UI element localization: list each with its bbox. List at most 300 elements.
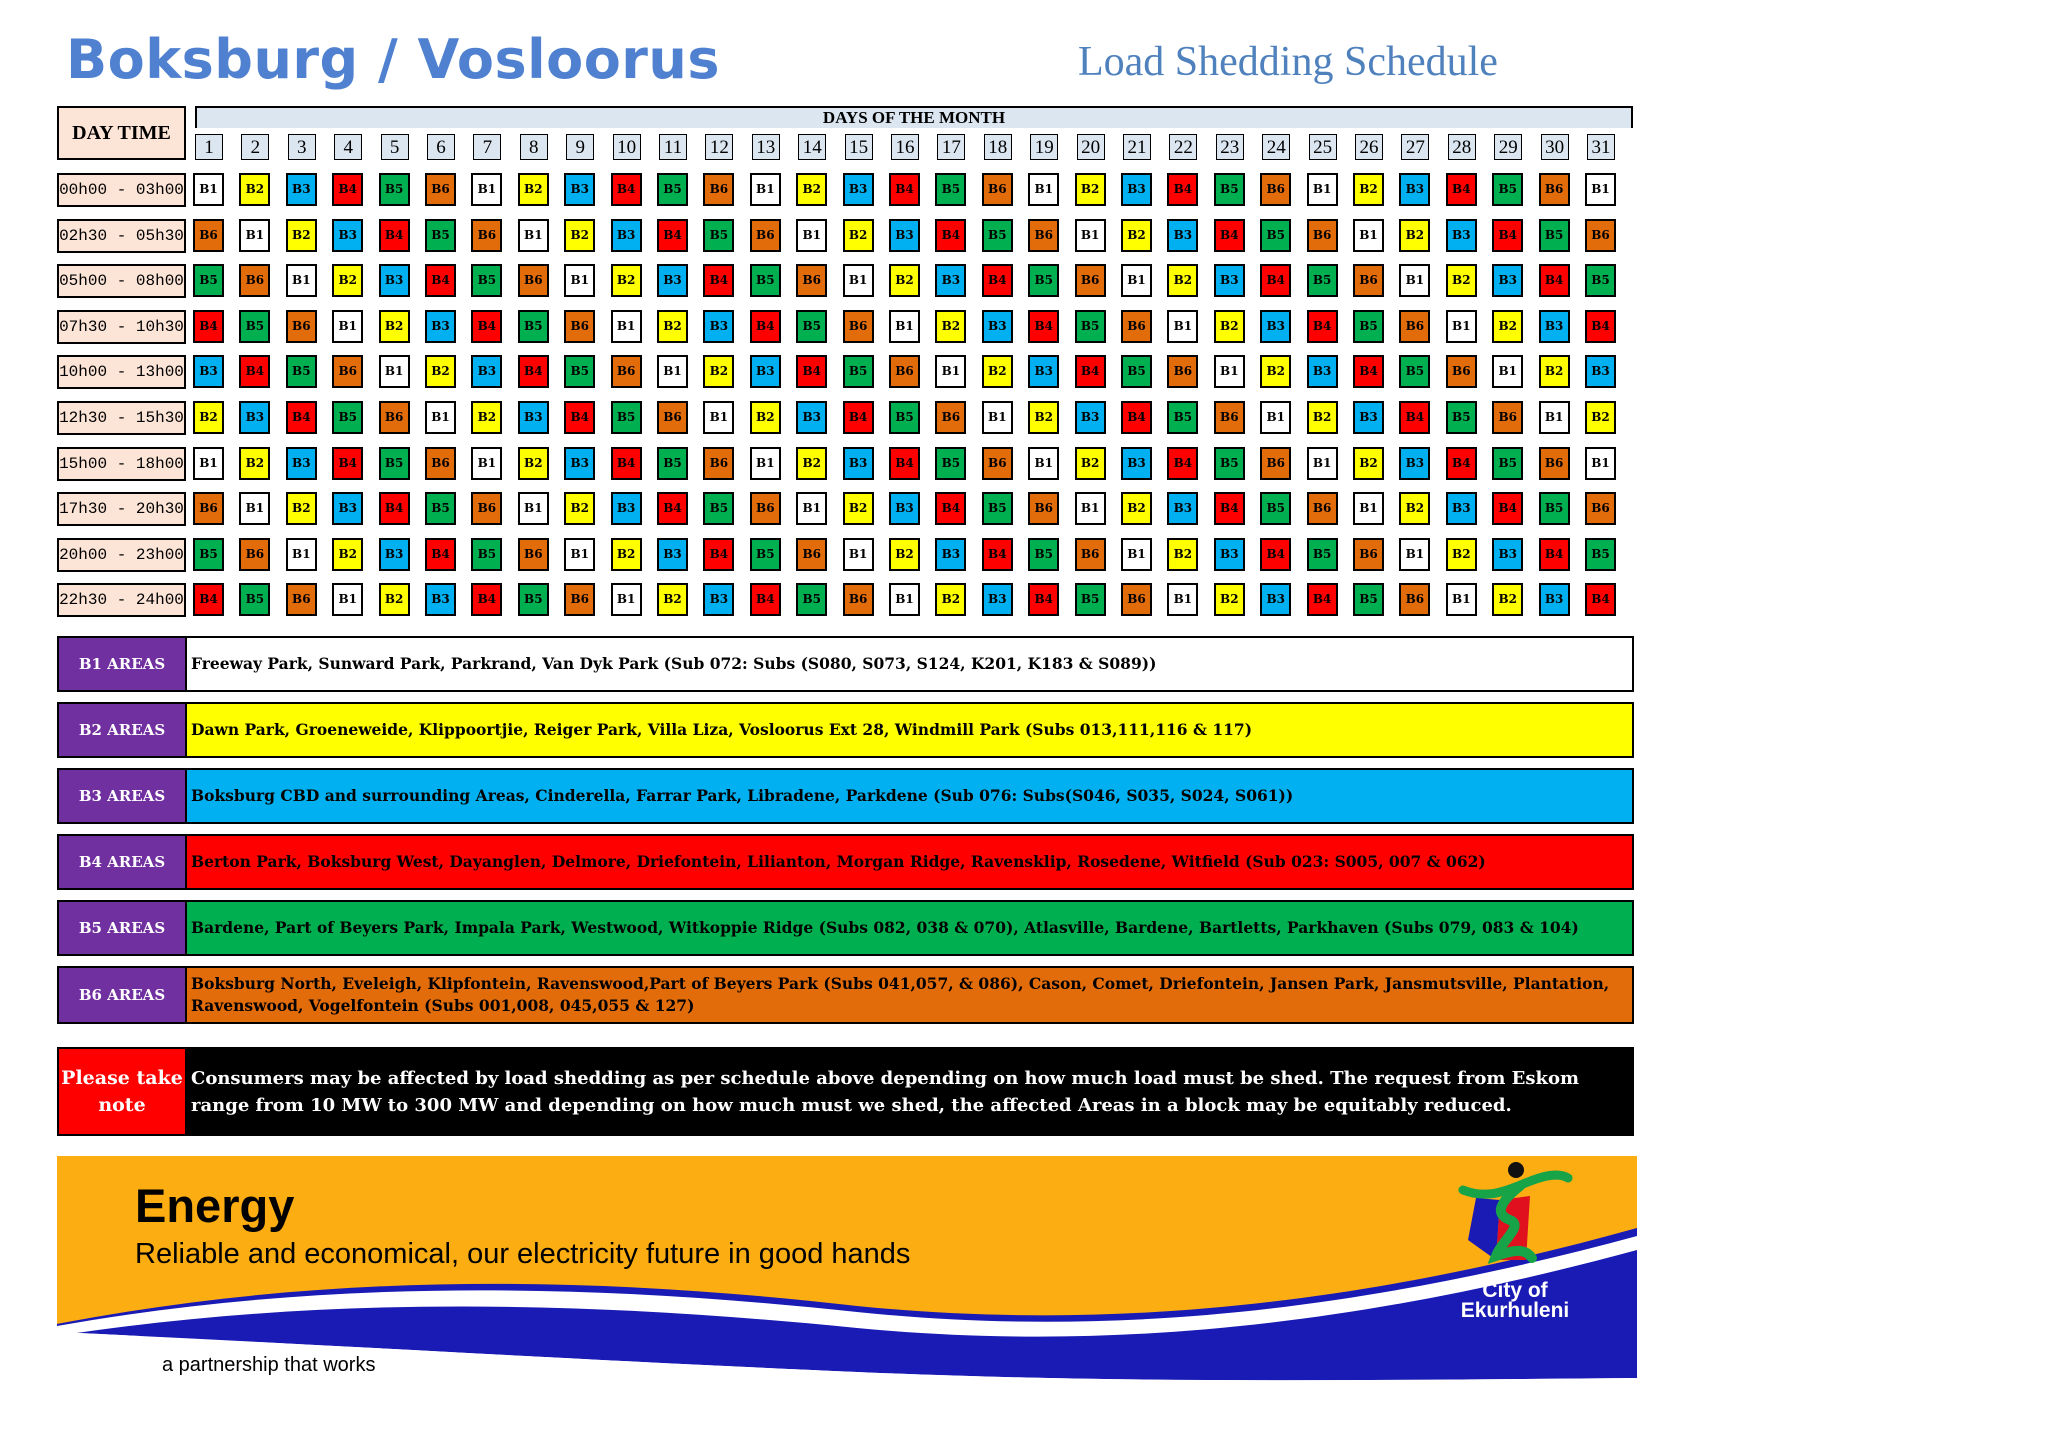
schedule-block-cell: B1 xyxy=(1399,264,1430,297)
schedule-block-cell: B2 xyxy=(1353,447,1384,480)
schedule-block-cell: B4 xyxy=(379,219,410,252)
schedule-block-cell: B4 xyxy=(657,492,688,525)
schedule-block-cell: B5 xyxy=(239,583,270,616)
schedule-block-cell: B1 xyxy=(935,355,966,388)
schedule-block-cell: B5 xyxy=(1353,583,1384,616)
schedule-block-cell: B3 xyxy=(1492,264,1523,297)
schedule-block-cell: B2 xyxy=(889,538,920,571)
schedule-block-cell: B1 xyxy=(1539,401,1570,434)
schedule-block-cell: B3 xyxy=(425,583,456,616)
schedule-block-cell: B2 xyxy=(1075,447,1106,480)
schedule-block-cell: B2 xyxy=(471,401,502,434)
schedule-block-cell: B1 xyxy=(1492,355,1523,388)
schedule-block-cell: B3 xyxy=(1167,219,1198,252)
day-number: 1 xyxy=(195,134,223,160)
schedule-block-cell: B3 xyxy=(471,355,502,388)
logo-text-line1: City of xyxy=(1482,1279,1548,1302)
schedule-block-cell: B4 xyxy=(1307,310,1338,343)
time-slot-label: 00h00 - 03h00 xyxy=(57,173,186,207)
schedule-block-cell: B1 xyxy=(239,219,270,252)
schedule-block-cell: B4 xyxy=(843,401,874,434)
area-description: Berton Park, Boksburg West, Dayanglen, Delmore, Driefontein, Lilianton, Morgan Ridge, Ravensklip, Rosedene, Witfield (Sub 023: S005, 007 & 062) xyxy=(187,836,1632,888)
schedule-block-cell: B6 xyxy=(1167,355,1198,388)
schedule-block-cell: B5 xyxy=(425,492,456,525)
schedule-block-cell: B6 xyxy=(1214,401,1245,434)
day-number: 10 xyxy=(613,134,641,160)
time-slot-label: 10h00 - 13h00 xyxy=(57,355,186,389)
schedule-block-cell: B5 xyxy=(1121,355,1152,388)
area-row xyxy=(57,702,1634,758)
schedule-block-cell: B1 xyxy=(1121,264,1152,297)
schedule-block-cell: B3 xyxy=(657,538,688,571)
area-label: B4 AREAS xyxy=(59,836,187,888)
schedule-block-cell: B5 xyxy=(889,401,920,434)
schedule-block-cell: B2 xyxy=(1399,492,1430,525)
area-label: B6 AREAS xyxy=(59,968,187,1022)
day-number: 14 xyxy=(798,134,826,160)
schedule-block-cell: B3 xyxy=(935,264,966,297)
schedule-block-cell: B6 xyxy=(1446,355,1477,388)
schedule-block-cell: B4 xyxy=(518,355,549,388)
time-slot-label: 07h30 - 10h30 xyxy=(57,310,186,344)
schedule-block-cell: B3 xyxy=(1075,401,1106,434)
schedule-block-cell: B2 xyxy=(703,355,734,388)
day-number: 9 xyxy=(566,134,594,160)
schedule-block-cell: B4 xyxy=(1214,492,1245,525)
schedule-block-cell: B4 xyxy=(471,583,502,616)
schedule-block-cell: B6 xyxy=(564,583,595,616)
schedule-block-cell: B6 xyxy=(657,401,688,434)
day-number: 11 xyxy=(659,134,687,160)
schedule-block-cell: B3 xyxy=(982,583,1013,616)
schedule-block-cell: B1 xyxy=(1167,310,1198,343)
schedule-block-cell: B5 xyxy=(1353,310,1384,343)
schedule-block-cell: B3 xyxy=(843,173,874,206)
schedule-block-cell: B6 xyxy=(1539,173,1570,206)
schedule-block-cell: B5 xyxy=(703,492,734,525)
schedule-block-cell: B5 xyxy=(239,310,270,343)
schedule-block-cell: B6 xyxy=(1492,401,1523,434)
day-number: 19 xyxy=(1030,134,1058,160)
banner-tagline: a partnership that works xyxy=(162,1354,376,1376)
schedule-block-cell: B3 xyxy=(982,310,1013,343)
area-description: Boksburg CBD and surrounding Areas, Cinderella, Farrar Park, Libradene, Parkdene (Sub 076: Subs(S046, S035, S024, S061)) xyxy=(187,770,1632,822)
day-number: 8 xyxy=(520,134,548,160)
schedule-block-cell: B4 xyxy=(1307,583,1338,616)
schedule-block-cell: B2 xyxy=(286,492,317,525)
schedule-block-cell: B4 xyxy=(239,355,270,388)
schedule-block-cell: B3 xyxy=(1399,173,1430,206)
schedule-block-cell: B3 xyxy=(703,310,734,343)
schedule-block-cell: B3 xyxy=(843,447,874,480)
schedule-block-cell: B5 xyxy=(750,538,781,571)
schedule-block-cell: B5 xyxy=(1307,538,1338,571)
schedule-block-cell: B5 xyxy=(1307,264,1338,297)
schedule-block-cell: B3 xyxy=(1446,219,1477,252)
schedule-block-cell: B5 xyxy=(750,264,781,297)
schedule-block-cell: B4 xyxy=(1492,219,1523,252)
schedule-block-cell: B5 xyxy=(703,219,734,252)
schedule-block-cell: B1 xyxy=(1353,492,1384,525)
day-number: 20 xyxy=(1077,134,1105,160)
note-row xyxy=(57,1047,1634,1136)
schedule-block-cell: B2 xyxy=(843,219,874,252)
schedule-block-cell: B4 xyxy=(611,447,642,480)
schedule-block-cell: B1 xyxy=(332,310,363,343)
schedule-block-cell: B4 xyxy=(1353,355,1384,388)
schedule-block-cell: B1 xyxy=(843,264,874,297)
schedule-block-cell: B3 xyxy=(1260,310,1291,343)
schedule-block-cell: B4 xyxy=(193,583,224,616)
schedule-block-cell: B3 xyxy=(1214,264,1245,297)
schedule-block-cell: B5 xyxy=(1446,401,1477,434)
schedule-block-cell: B5 xyxy=(982,219,1013,252)
schedule-block-cell: B3 xyxy=(332,492,363,525)
schedule-block-cell: B6 xyxy=(1307,492,1338,525)
schedule-block-cell: B6 xyxy=(796,538,827,571)
schedule-block-cell: B1 xyxy=(796,219,827,252)
area-row xyxy=(57,636,1634,692)
schedule-block-cell: B3 xyxy=(379,538,410,571)
schedule-block-cell: B2 xyxy=(935,310,966,343)
schedule-block-cell: B2 xyxy=(935,583,966,616)
schedule-block-cell: B5 xyxy=(1492,173,1523,206)
schedule-block-cell: B4 xyxy=(425,538,456,571)
schedule-block-cell: B2 xyxy=(1492,310,1523,343)
schedule-block-cell: B4 xyxy=(982,264,1013,297)
day-number: 3 xyxy=(288,134,316,160)
schedule-block-cell: B2 xyxy=(1121,219,1152,252)
schedule-block-cell: B6 xyxy=(193,219,224,252)
location-title: Boksburg / Vosloorus xyxy=(66,28,721,91)
schedule-block-cell: B4 xyxy=(425,264,456,297)
schedule-block-cell: B2 xyxy=(332,264,363,297)
schedule-block-cell: B5 xyxy=(657,173,688,206)
day-number: 26 xyxy=(1355,134,1383,160)
schedule-block-cell: B5 xyxy=(1075,310,1106,343)
schedule-block-cell: B2 xyxy=(1121,492,1152,525)
schedule-title: Load Shedding Schedule xyxy=(1078,39,1498,85)
schedule-block-cell: B2 xyxy=(379,310,410,343)
schedule-block-cell: B2 xyxy=(1585,401,1616,434)
schedule-block-cell: B5 xyxy=(379,173,410,206)
schedule-block-cell: B6 xyxy=(286,583,317,616)
schedule-block-cell: B1 xyxy=(564,264,595,297)
schedule-block-cell: B1 xyxy=(471,173,502,206)
schedule-block-cell: B4 xyxy=(1446,447,1477,480)
schedule-block-cell: B5 xyxy=(935,173,966,206)
schedule-block-cell: B2 xyxy=(843,492,874,525)
schedule-block-cell: B5 xyxy=(471,264,502,297)
area-row xyxy=(57,768,1634,824)
schedule-block-cell: B2 xyxy=(657,310,688,343)
note-label: Please take note xyxy=(59,1049,185,1134)
area-description: Boksburg North, Eveleigh, Klipfontein, Ravenswood,Part of Beyers Park (Subs 041,057, & 086), Cason, Comet, Driefontein, Jansen Park, Jansmutsville, Plantation, Ravenswood, Vogelfontein (Subs 001,008, 045,055 & 127) xyxy=(187,968,1632,1022)
day-time-header: DAY TIME xyxy=(57,106,186,160)
area-row xyxy=(57,834,1634,890)
day-number: 5 xyxy=(381,134,409,160)
schedule-block-cell: B1 xyxy=(657,355,688,388)
schedule-block-cell: B5 xyxy=(518,583,549,616)
schedule-block-cell: B1 xyxy=(286,264,317,297)
schedule-block-cell: B1 xyxy=(796,492,827,525)
schedule-block-cell: B6 xyxy=(518,538,549,571)
schedule-block-cell: B2 xyxy=(1167,264,1198,297)
schedule-block-cell: B5 xyxy=(332,401,363,434)
schedule-block-cell: B1 xyxy=(239,492,270,525)
schedule-block-cell: B3 xyxy=(239,401,270,434)
schedule-block-cell: B6 xyxy=(1075,264,1106,297)
day-number: 25 xyxy=(1309,134,1337,160)
area-row xyxy=(57,966,1634,1024)
schedule-block-cell: B3 xyxy=(1214,538,1245,571)
day-number: 28 xyxy=(1448,134,1476,160)
schedule-block-cell: B5 xyxy=(518,310,549,343)
area-description: Dawn Park, Groeneweide, Klippoortjie, Reiger Park, Villa Liza, Vosloorus Ext 28, Windmill Park (Subs 013,111,116 & 117) xyxy=(187,704,1632,756)
schedule-block-cell: B6 xyxy=(471,219,502,252)
schedule-block-cell: B5 xyxy=(471,538,502,571)
schedule-block-cell: B4 xyxy=(1539,538,1570,571)
schedule-block-cell: B3 xyxy=(425,310,456,343)
schedule-block-cell: B6 xyxy=(889,355,920,388)
schedule-block-cell: B2 xyxy=(657,583,688,616)
schedule-block-cell: B4 xyxy=(1539,264,1570,297)
time-slot-label: 15h00 - 18h00 xyxy=(57,447,186,481)
schedule-block-cell: B4 xyxy=(796,355,827,388)
schedule-block-cell: B2 xyxy=(1028,401,1059,434)
schedule-block-cell: B6 xyxy=(1028,219,1059,252)
schedule-block-cell: B6 xyxy=(564,310,595,343)
schedule-block-cell: B6 xyxy=(239,538,270,571)
schedule-block-cell: B3 xyxy=(1167,492,1198,525)
schedule-block-cell: B3 xyxy=(1539,310,1570,343)
schedule-block-cell: B5 xyxy=(1260,219,1291,252)
schedule-block-cell: B4 xyxy=(332,173,363,206)
schedule-block-cell: B1 xyxy=(1585,173,1616,206)
schedule-block-cell: B5 xyxy=(193,264,224,297)
schedule-block-cell: B4 xyxy=(1121,401,1152,434)
day-number: 24 xyxy=(1262,134,1290,160)
schedule-block-cell: B2 xyxy=(239,447,270,480)
time-slot-label: 20h00 - 23h00 xyxy=(57,538,186,572)
schedule-block-cell: B1 xyxy=(1075,492,1106,525)
schedule-block-cell: B6 xyxy=(425,447,456,480)
schedule-block-cell: B6 xyxy=(982,173,1013,206)
schedule-block-cell: B1 xyxy=(889,583,920,616)
schedule-block-cell: B2 xyxy=(332,538,363,571)
schedule-block-cell: B6 xyxy=(1539,447,1570,480)
schedule-block-cell: B3 xyxy=(286,173,317,206)
schedule-block-cell: B4 xyxy=(564,401,595,434)
schedule-block-cell: B2 xyxy=(796,447,827,480)
schedule-block-cell: B2 xyxy=(564,219,595,252)
schedule-block-cell: B6 xyxy=(332,355,363,388)
logo-text-line2: Ekurhuleni xyxy=(1460,1299,1570,1322)
schedule-block-cell: B3 xyxy=(1260,583,1291,616)
day-number: 17 xyxy=(937,134,965,160)
schedule-block-cell: B4 xyxy=(193,310,224,343)
schedule-block-cell: B4 xyxy=(657,219,688,252)
schedule-block-cell: B5 xyxy=(564,355,595,388)
schedule-block-cell: B3 xyxy=(1446,492,1477,525)
schedule-block-cell: B4 xyxy=(1028,310,1059,343)
schedule-block-cell: B2 xyxy=(193,401,224,434)
schedule-block-cell: B5 xyxy=(1260,492,1291,525)
city-of-ekurhuleni-logo-icon xyxy=(1448,1160,1578,1280)
schedule-block-cell: B2 xyxy=(1399,219,1430,252)
schedule-block-cell: B4 xyxy=(703,538,734,571)
schedule-block-cell: B4 xyxy=(286,401,317,434)
schedule-block-cell: B1 xyxy=(1214,355,1245,388)
schedule-block-cell: B1 xyxy=(1260,401,1291,434)
schedule-block-cell: B4 xyxy=(1585,583,1616,616)
schedule-block-cell: B5 xyxy=(286,355,317,388)
schedule-block-cell: B2 xyxy=(286,219,317,252)
schedule-block-cell: B1 xyxy=(1028,447,1059,480)
schedule-block-cell: B3 xyxy=(611,219,642,252)
schedule-block-cell: B2 xyxy=(889,264,920,297)
schedule-block-cell: B3 xyxy=(193,355,224,388)
time-slot-label: 17h30 - 20h30 xyxy=(57,492,186,526)
schedule-block-cell: B3 xyxy=(1539,583,1570,616)
schedule-block-cell: B6 xyxy=(471,492,502,525)
schedule-block-cell: B4 xyxy=(471,310,502,343)
schedule-block-cell: B2 xyxy=(1446,538,1477,571)
schedule-block-cell: B1 xyxy=(518,492,549,525)
schedule-block-cell: B6 xyxy=(796,264,827,297)
schedule-block-cell: B4 xyxy=(1446,173,1477,206)
schedule-block-cell: B2 xyxy=(1214,310,1245,343)
schedule-block-cell: B3 xyxy=(286,447,317,480)
schedule-block-cell: B3 xyxy=(1121,447,1152,480)
day-number: 27 xyxy=(1401,134,1429,160)
schedule-block-cell: B1 xyxy=(1307,173,1338,206)
area-description: Freeway Park, Sunward Park, Parkrand, Van Dyk Park (Sub 072: Subs (S080, S073, S124, K201, K183 & S089)) xyxy=(187,638,1632,690)
day-number: 7 xyxy=(473,134,501,160)
schedule-block-cell: B6 xyxy=(750,492,781,525)
day-number: 16 xyxy=(891,134,919,160)
schedule-block-cell: B6 xyxy=(1585,492,1616,525)
banner-subtitle: Reliable and economical, our electricity future in good hands xyxy=(135,1238,911,1270)
schedule-block-cell: B4 xyxy=(750,583,781,616)
schedule-block-cell: B6 xyxy=(1353,264,1384,297)
schedule-block-cell: B5 xyxy=(379,447,410,480)
day-number: 4 xyxy=(334,134,362,160)
schedule-block-cell: B3 xyxy=(1307,355,1338,388)
schedule-block-cell: B1 xyxy=(1585,447,1616,480)
area-row xyxy=(57,900,1634,956)
schedule-block-cell: B5 xyxy=(1585,538,1616,571)
schedule-block-cell: B3 xyxy=(657,264,688,297)
area-label: B3 AREAS xyxy=(59,770,187,822)
schedule-block-cell: B1 xyxy=(1167,583,1198,616)
schedule-block-cell: B4 xyxy=(1214,219,1245,252)
time-slot-label: 02h30 - 05h30 xyxy=(57,219,186,253)
time-slot-label: 05h00 - 08h00 xyxy=(57,264,186,298)
day-number: 18 xyxy=(984,134,1012,160)
schedule-block-cell: B6 xyxy=(1260,173,1291,206)
schedule-block-cell: B4 xyxy=(332,447,363,480)
schedule-block-cell: B5 xyxy=(657,447,688,480)
schedule-block-cell: B5 xyxy=(982,492,1013,525)
area-description: Bardene, Part of Beyers Park, Impala Park, Westwood, Witkoppie Ridge (Subs 082, 038 & 070), Atlasville, Bardene, Bartletts, Parkhaven (Subs 079, 083 & 104) xyxy=(187,902,1632,954)
schedule-block-cell: B5 xyxy=(611,401,642,434)
schedule-block-cell: B3 xyxy=(796,401,827,434)
schedule-block-cell: B6 xyxy=(1399,583,1430,616)
schedule-block-cell: B6 xyxy=(1075,538,1106,571)
day-number: 15 xyxy=(845,134,873,160)
schedule-block-cell: B6 xyxy=(843,583,874,616)
schedule-block-cell: B1 xyxy=(1446,310,1477,343)
schedule-block-cell: B6 xyxy=(379,401,410,434)
schedule-block-cell: B5 xyxy=(843,355,874,388)
schedule-block-cell: B5 xyxy=(1214,173,1245,206)
day-number: 29 xyxy=(1494,134,1522,160)
schedule-block-cell: B2 xyxy=(518,173,549,206)
schedule-block-cell: B6 xyxy=(518,264,549,297)
schedule-block-cell: B5 xyxy=(1028,264,1059,297)
schedule-block-cell: B2 xyxy=(1307,401,1338,434)
schedule-block-cell: B4 xyxy=(1167,447,1198,480)
schedule-block-cell: B3 xyxy=(1028,355,1059,388)
schedule-block-cell: B4 xyxy=(935,219,966,252)
day-number: 22 xyxy=(1169,134,1197,160)
banner-title: Energy xyxy=(135,1179,295,1232)
day-number: 2 xyxy=(241,134,269,160)
schedule-block-cell: B2 xyxy=(1167,538,1198,571)
schedule-block-cell: B4 xyxy=(379,492,410,525)
schedule-block-cell: B3 xyxy=(518,401,549,434)
time-slot-label: 12h30 - 15h30 xyxy=(57,401,186,435)
schedule-block-cell: B6 xyxy=(750,219,781,252)
schedule-block-cell: B4 xyxy=(982,538,1013,571)
schedule-block-cell: B1 xyxy=(703,401,734,434)
schedule-block-cell: B1 xyxy=(518,219,549,252)
schedule-block-cell: B5 xyxy=(1399,355,1430,388)
schedule-block-cell: B6 xyxy=(1260,447,1291,480)
schedule-block-cell: B6 xyxy=(1307,219,1338,252)
schedule-block-cell: B6 xyxy=(239,264,270,297)
schedule-block-cell: B5 xyxy=(425,219,456,252)
schedule-block-cell: B6 xyxy=(1585,219,1616,252)
schedule-block-cell: B2 xyxy=(1492,583,1523,616)
schedule-block-cell: B1 xyxy=(750,173,781,206)
schedule-block-cell: B1 xyxy=(193,447,224,480)
schedule-block-cell: B6 xyxy=(286,310,317,343)
schedule-block-cell: B5 xyxy=(1167,401,1198,434)
schedule-block-cell: B1 xyxy=(379,355,410,388)
schedule-block-cell: B1 xyxy=(843,538,874,571)
schedule-block-cell: B1 xyxy=(564,538,595,571)
schedule-block-cell: B1 xyxy=(425,401,456,434)
schedule-block-cell: B2 xyxy=(1260,355,1291,388)
schedule-block-cell: B4 xyxy=(703,264,734,297)
schedule-block-cell: B5 xyxy=(1539,219,1570,252)
schedule-block-cell: B3 xyxy=(935,538,966,571)
schedule-block-cell: B3 xyxy=(379,264,410,297)
schedule-block-cell: B2 xyxy=(425,355,456,388)
schedule-block-cell: B2 xyxy=(1075,173,1106,206)
schedule-block-cell: B5 xyxy=(1492,447,1523,480)
schedule-block-cell: B3 xyxy=(1585,355,1616,388)
schedule-block-cell: B6 xyxy=(935,401,966,434)
schedule-block-cell: B5 xyxy=(1075,583,1106,616)
schedule-block-cell: B2 xyxy=(982,355,1013,388)
schedule-block-cell: B3 xyxy=(1121,173,1152,206)
day-number: 21 xyxy=(1123,134,1151,160)
schedule-block-cell: B5 xyxy=(796,583,827,616)
schedule-block-cell: B1 xyxy=(1353,219,1384,252)
